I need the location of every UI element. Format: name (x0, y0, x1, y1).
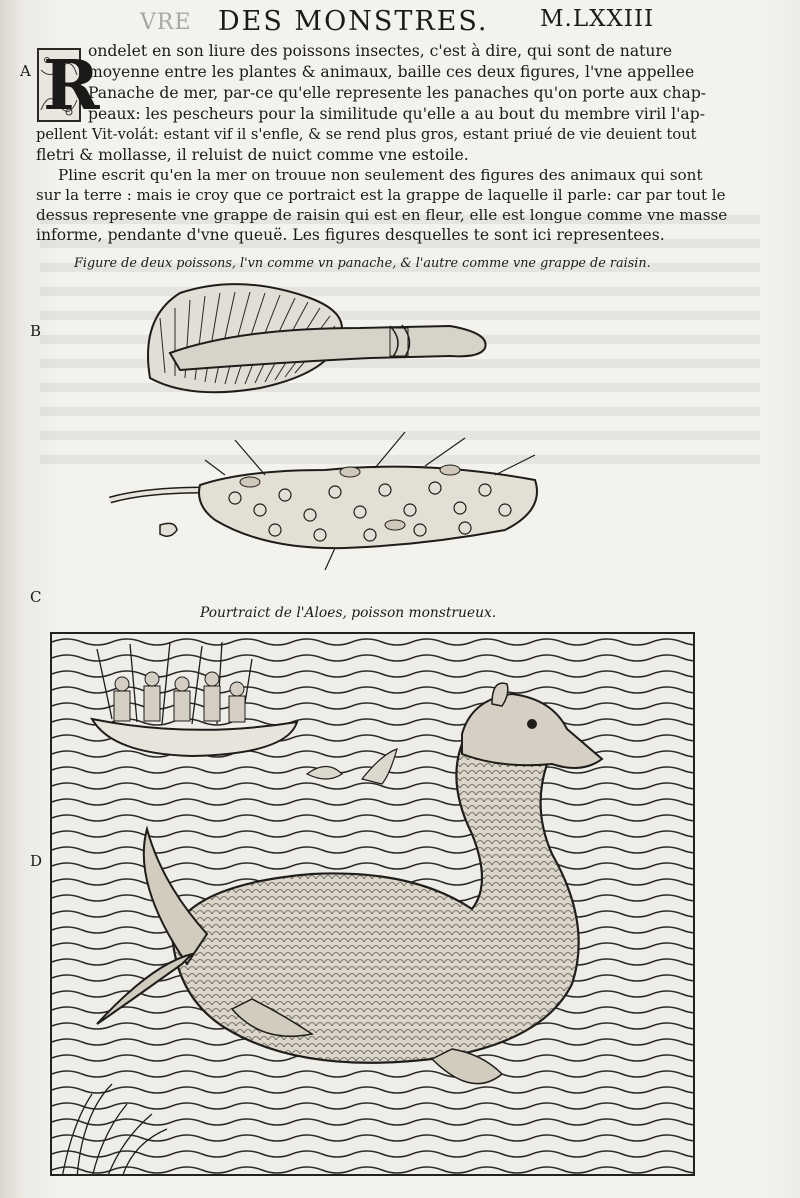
margin-letter-b: B (30, 322, 42, 340)
paragraph1-line5: pellent Vit-volát: estant vif il s'enfle, & se rend plus gros, estant priué de vie deuient tout (36, 126, 697, 143)
paragraph1-line4: peaux: les pescheurs pour la similitude qu'elle a au bout du membre viril l'ap- (88, 105, 705, 123)
aloes-woodcut-frame (50, 632, 695, 1176)
paragraph2-line3: dessus represente vne grappe de raisin qui est en fleur, elle est longue comme vne masse (36, 206, 728, 224)
paragraph1-line6: fletri & mollasse, il reluist de nuict comme vne estoile. (36, 146, 469, 164)
caption-aloes: Pourtraict de l'Aloes, poisson monstrueux. (200, 605, 497, 621)
dropcap-box (37, 46, 100, 126)
caption-two-fish: Figure de deux poissons, l'vn comme vn panache, & l'autre comme vne grappe de raisin. (74, 256, 651, 271)
paragraph2-line1: Pline escrit qu'en la mer on trouue non seulement des figures des animaux qui sont (58, 166, 703, 184)
header-left-fragment: VRE (140, 10, 192, 35)
paragraph1-line3: Panache de mer, par-ce qu'elle represente les panaches qu'on porte aux chap- (88, 84, 707, 102)
dropcap-letter: R (43, 46, 100, 126)
paragraph1-line2: moyenne entre les plantes & animaux, baille ces deux figures, l'vne appellee (88, 63, 695, 81)
paragraph1-line1: ondelet en son liure des poissons insectes, c'est à dire, qui sont de nature (88, 42, 673, 60)
paragraph2-line4: informe, pendante d'vne queuë. Les figures desquelles te sont ici representees. (36, 226, 665, 244)
margin-letter-d: D (30, 852, 43, 870)
paragraph2-line2: sur la terre : mais ie croy que ce portraict est la grappe de laquelle il parle: car par tout le (36, 186, 726, 204)
aloes-woodcut-illustration (52, 634, 695, 1176)
page-number: M.LXXIII (540, 6, 655, 32)
margin-letter-c: C (30, 588, 42, 606)
sea-pen-illustration (120, 278, 500, 408)
sea-grape-illustration (105, 430, 555, 580)
margin-letter-a: A (20, 62, 31, 80)
running-title: DES MONSTRES. (218, 6, 489, 37)
